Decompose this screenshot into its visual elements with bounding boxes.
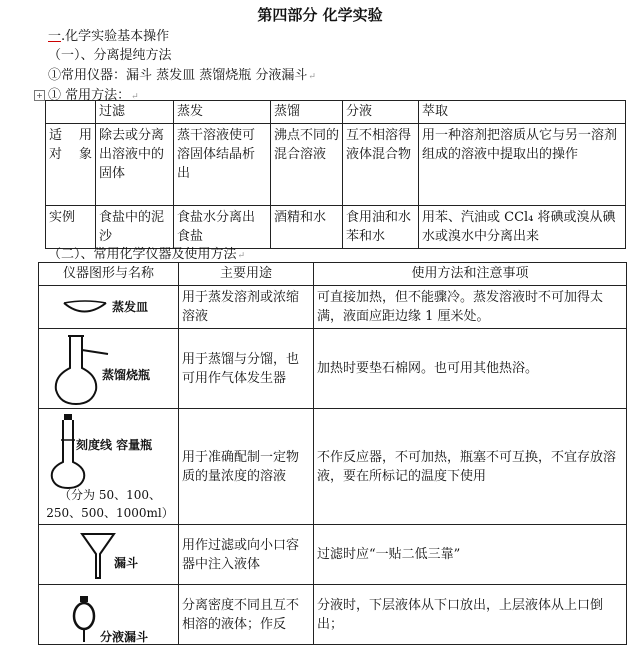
table-header-row <box>46 101 626 124</box>
table-row <box>46 124 626 206</box>
use-cell: 用作过滤或向小口容器中注入液体 <box>179 525 314 585</box>
apparatus-cell <box>39 409 179 525</box>
table-move-handle-icon[interactable]: + <box>34 90 45 101</box>
use-cell: 用于准确配制一定物质的量浓度的溶液 <box>179 409 314 525</box>
apparatus-name: 刻度线 容量瓶 <box>76 437 153 452</box>
table-cell: 除去或分离出溶液中的固体 <box>96 124 174 206</box>
paragraph-mark-icon: ↵ <box>308 72 316 82</box>
table-cell: 蒸干溶液使可溶固体结晶析出 <box>174 124 271 206</box>
notes-cell: 过滤时应“一贴二低三靠” <box>314 525 627 585</box>
header-cell: 分液 <box>343 101 419 124</box>
header-cell: 主要用途 <box>179 263 314 286</box>
notes-cell: 分液时，下层液体从下口放出，上层液体从上口倒出； <box>314 585 627 645</box>
apparatus-name: 蒸发皿 <box>112 300 149 314</box>
apparatus-name: 蒸馏烧瓶 <box>102 367 151 382</box>
table-row <box>39 286 627 329</box>
header-cell: 仪器图形与名称 <box>39 263 179 286</box>
methods-line: ① 常用方法：↵ <box>48 88 139 103</box>
table-cell: 食用油和水 苯和水 <box>343 206 419 249</box>
header-cell: 蒸发 <box>174 101 271 124</box>
row-label: 适 用对象 <box>46 124 96 206</box>
paragraph-mark-icon: ↵ <box>131 92 139 102</box>
apparatus-name: 分液漏斗 <box>100 629 149 644</box>
notes-cell: 不作反应器，不可加热，瓶塞不可互换，不宜存放溶液，要在所标记的温度下使用 <box>314 409 627 525</box>
table-cell: 酒精和水 <box>271 206 343 249</box>
header-cell: 蒸馏 <box>271 101 343 124</box>
instruments-line: ①常用仪器：漏斗 蒸发皿 蒸馏烧瓶 分液漏斗↵ <box>48 68 316 83</box>
apparatus-cell <box>39 585 179 645</box>
apparatus-cell <box>39 286 179 329</box>
instruments-table <box>38 262 627 645</box>
table-cell: 用苯、汽油或 CCl₄ 将碘或溴从碘水或溴水中分离出来 <box>419 206 626 249</box>
section-heading-text: .化学实验基本操作 <box>61 29 170 44</box>
table-cell: 沸点不同的混合溶液 <box>271 124 343 206</box>
header-cell <box>46 101 96 124</box>
section-heading-basic-operations <box>48 25 169 44</box>
table-cell: 互不相溶得液体混合物 <box>343 124 419 206</box>
apparatus-sizes: （分为 50、100、250、500、1000ml） <box>46 487 174 520</box>
subheading-separation-methods: （一）、分离提纯方法 <box>48 48 172 63</box>
header-cell: 过滤 <box>96 101 174 124</box>
table-row <box>39 585 627 645</box>
table-row <box>39 409 627 525</box>
table-row <box>39 329 627 409</box>
paragraph-mark-icon: ↵ <box>237 251 246 261</box>
page-title: 第四部分 化学实验 <box>257 6 383 24</box>
evaporating-dish-icon <box>42 290 172 324</box>
header-cell: 使用方法和注意事项 <box>314 263 627 286</box>
apparatus-cell <box>39 329 179 409</box>
row-label: 实例 <box>46 206 96 249</box>
apparatus-name: 漏斗 <box>114 555 139 570</box>
subheading-instruments: （二）、常用化学仪器及使用方法↵ <box>48 247 246 262</box>
funnel-icon <box>42 528 172 582</box>
use-cell: 用于蒸馏与分馏，也可用作气体发生器 <box>179 329 314 409</box>
use-cell: 用于蒸发溶剂或浓缩溶液 <box>179 286 314 329</box>
table-cell: 用一种溶剂把溶质从它与另一溶剂组成的溶液中提取出的操作 <box>419 124 626 206</box>
header-cell: 萃取 <box>419 101 626 124</box>
section-number: 一 <box>48 29 62 44</box>
table-cell: 食盐水分离出食盐 <box>174 206 271 249</box>
separation-methods-table <box>45 100 626 249</box>
table-cell: 食盐中的泥沙 <box>96 206 174 249</box>
use-cell: 分离密度不同且互不相溶的液体；作反 <box>179 585 314 645</box>
table-header-row <box>39 263 627 286</box>
notes-cell: 加热时要垫石棉网。也可用其他热浴。 <box>314 329 627 409</box>
table-row <box>39 525 627 585</box>
notes-cell: 可直接加热，但不能骤冷。蒸发溶液时不可加得太满，液面应距边缘 1 厘米处。 <box>314 286 627 329</box>
apparatus-cell <box>39 525 179 585</box>
